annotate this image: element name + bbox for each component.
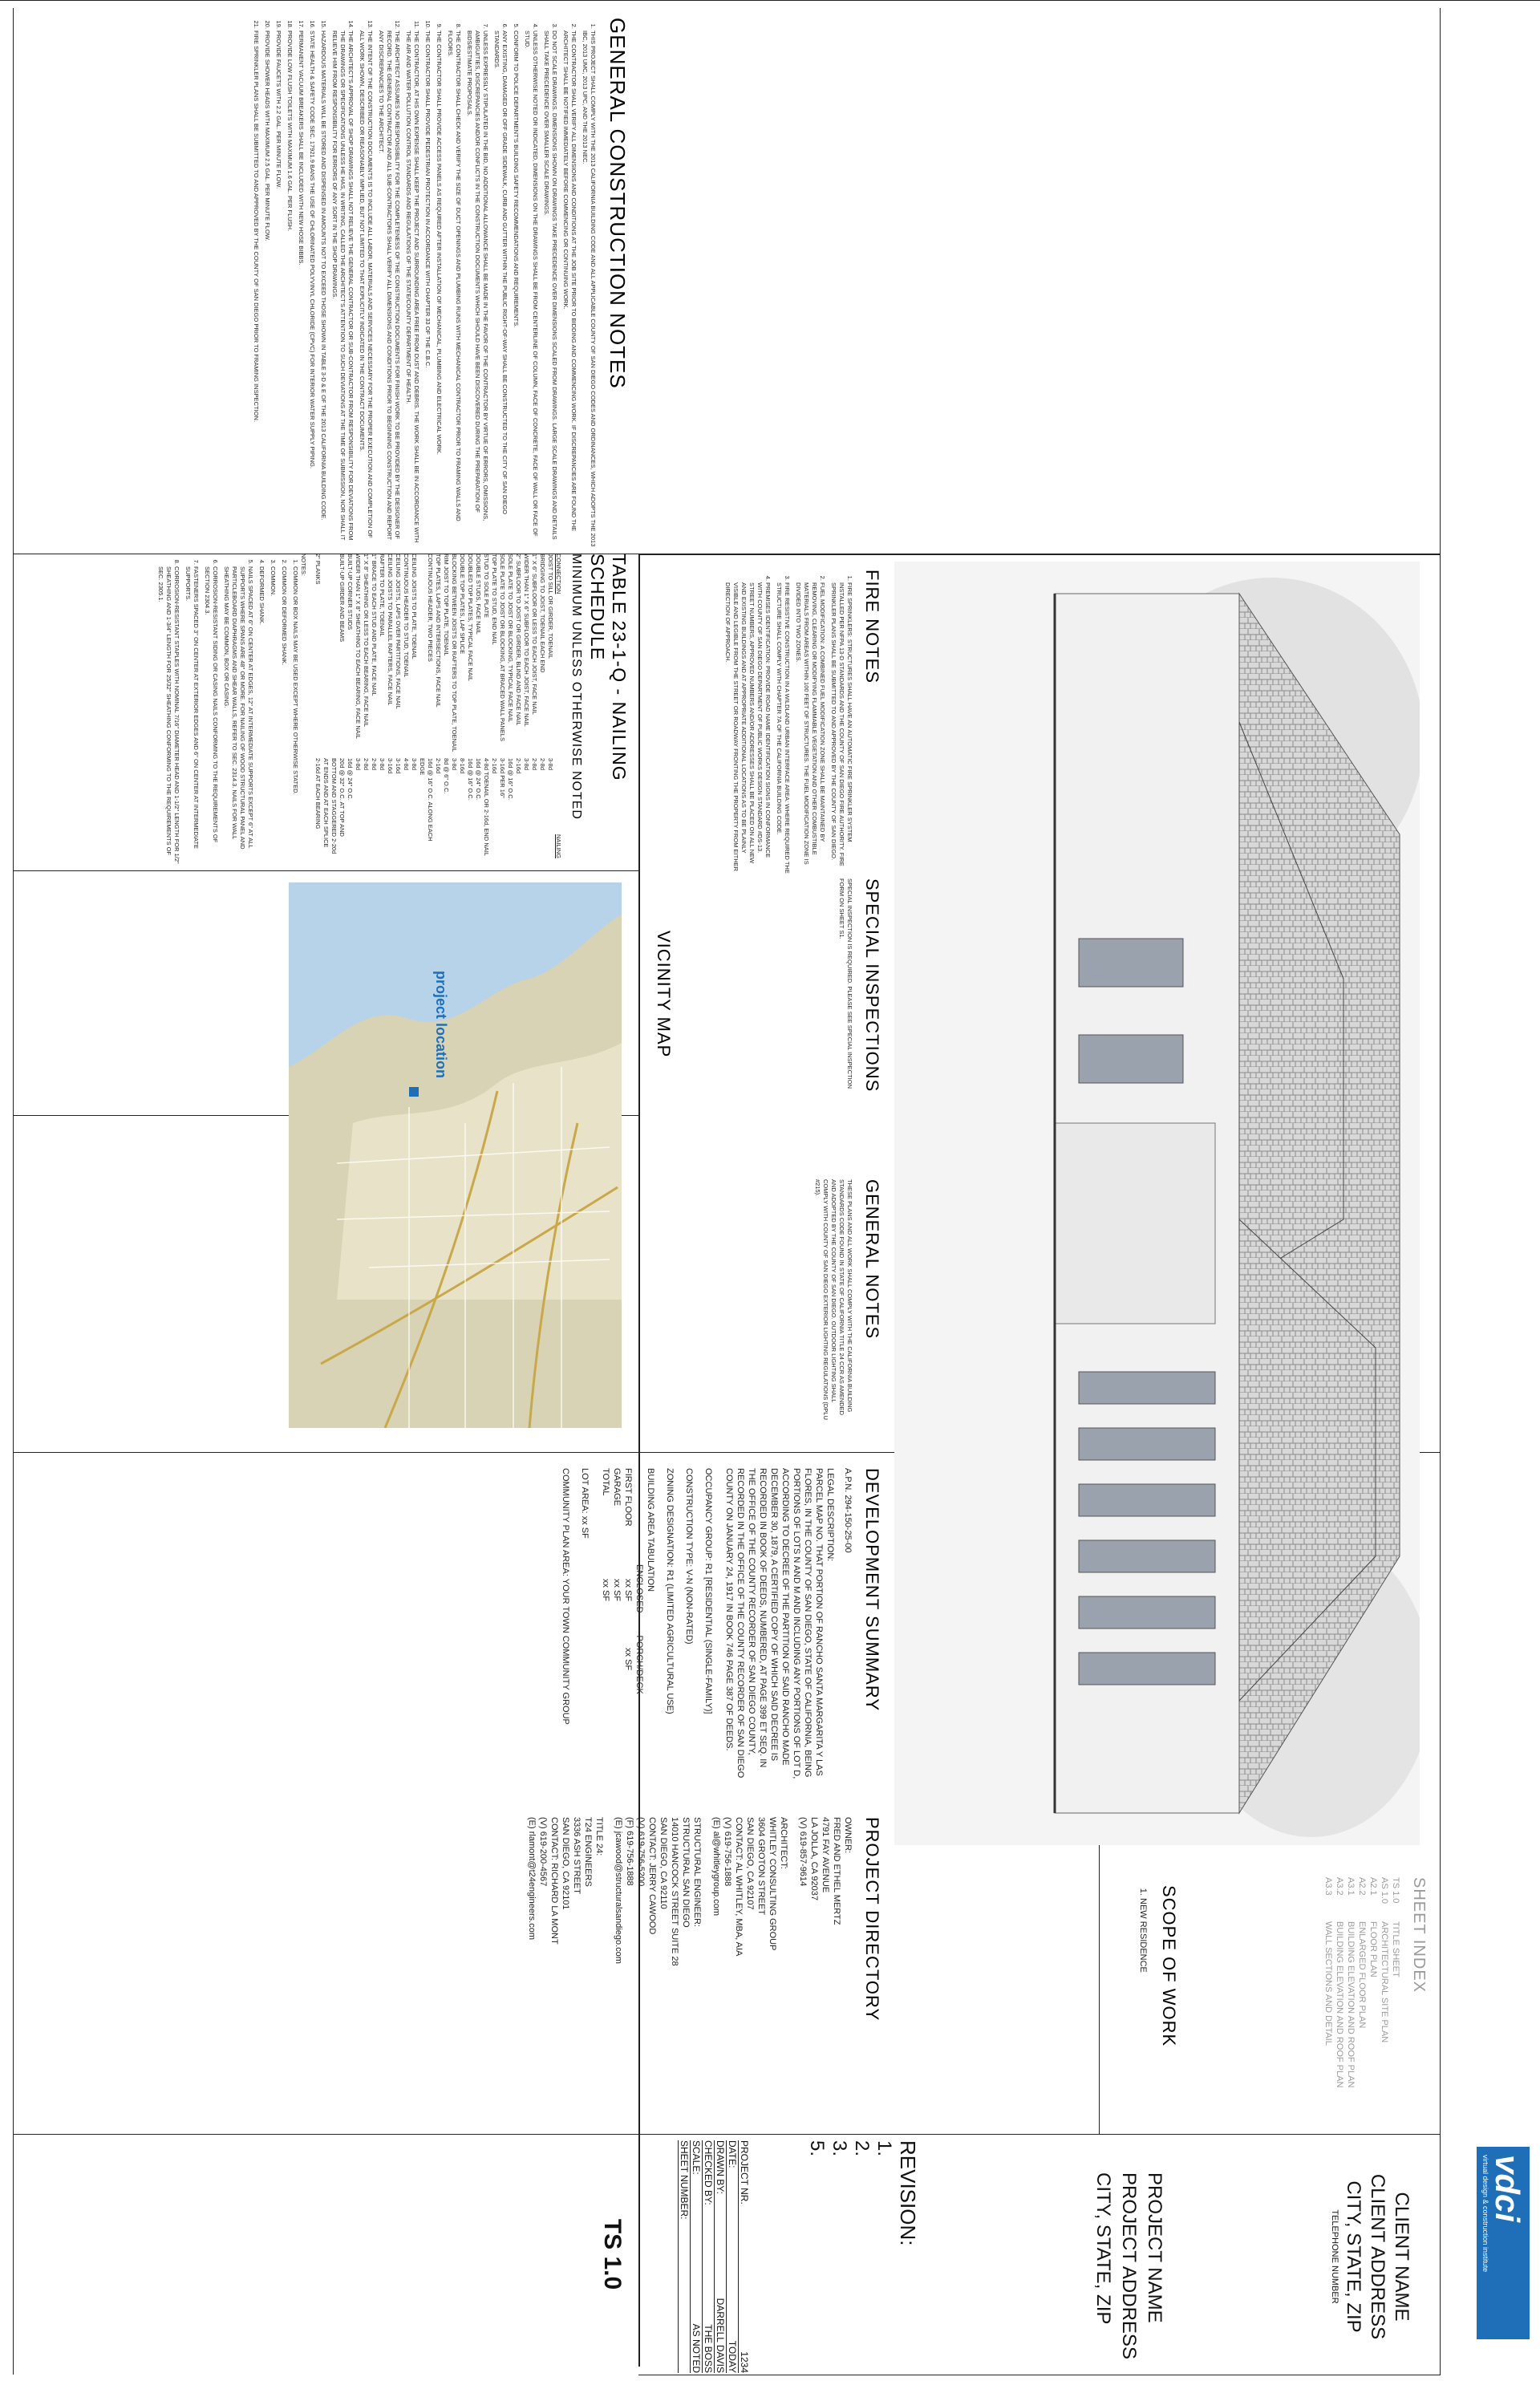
nailing-row	[442, 554, 450, 858]
nailing-connection: 1" X 8" SHEATHING OR LESS TO EACH BEARING, FACE NAIL	[363, 554, 370, 728]
general-notes	[642, 1179, 882, 1436]
construction-note: 18. PROVIDE LOW FLUSH TOILETS WITH MAXIMUM 1.6 GAL. PER FLUSH.	[286, 30, 294, 547]
nailing-connection: BRIDGING TO JOIST, TOENAIL EACH END	[539, 554, 546, 673]
nailing-value: 16d @ 16" O.C.	[467, 758, 474, 801]
sheet-index-number: A2.1	[1368, 1877, 1378, 1896]
nailing-row	[522, 554, 530, 858]
directory-list	[526, 1817, 853, 2138]
construction-note: 7. UNLESS EXPRESSLY STIPULATED IN THE BID, NO ADDITIONAL ALLOWANCE SHALL BE MADE IN THE FAVOR OF THE CONTRACTOR BY VIRTUE OF ERRORS, OMISSIONS, AMBIGUITIES, DISCREPANCIES AND/OR CONFLICTS IN THE CONSTRUCTION DOCUMENTS WHICH SHOULD HAVE BEEN DISCOVERED DURING THE PREPARATION OF BIDS/ESTIMATE PROPOSALS.	[465, 30, 489, 547]
construction-note: 3. DO NOT SCALE DRAWINGS. DIMENSIONS SHOWN ON DRAWINGS TAKE PRECEDENCE OVER DIMENSIONS SCALED FROM DRAWINGS. LARGE SCALE DRAWINGS AND DETAILS SHALL TAKE PRECEDENCE OVER SMALLER SCALE DRAWINGS.	[542, 30, 558, 547]
nailing-row	[530, 554, 538, 858]
nailing-connection: DOUBLE STUDS, FACE NAIL	[475, 554, 482, 635]
nailing-row	[546, 554, 554, 858]
general-construction-title: GENERAL CONSTRUCTION NOTES	[606, 18, 630, 389]
construction-note: 2. THE CONTRACTOR SHALL VERIFY ALL DIMENSIONS AND CONDITIONS AT THE JOB SITE PRIOR TO BIDDING AND COMMENCING WORK. IF DISCREPANCIES ARE FOUND THE ARCHITECT SHALL BE NOTIFIED IMMEDIATELY BEFORE COMMENCING OR CONTINUING WORK.	[561, 30, 578, 547]
nailing-row	[538, 554, 546, 858]
elevation-drawing	[894, 562, 1420, 1845]
porch-label: PORCH/DECK	[634, 1635, 644, 1694]
title-field-row	[714, 2140, 726, 2373]
nailing-row	[466, 554, 474, 858]
notes-divider-5	[13, 870, 638, 871]
vicinity-map-image	[289, 882, 622, 1428]
nailing-note: 2. COMMON OR DEFORMED SHANK.	[280, 566, 288, 866]
client-info	[1309, 2140, 1413, 2373]
construction-note: 9. THE CONTRACTOR SHALL PROVIDE ACCESS PANELS AS REQUIRED AFTER INSTALLATION OF MECHANICAL, PLUMBING AND ELECTRICAL WORK.	[435, 30, 443, 547]
title-field-value: AS NOTED	[691, 2323, 702, 2373]
sheet-index-number: TS 1.0	[1391, 1877, 1400, 1904]
construction-note: 20. PROVIDE SHOWER HEADS WITH MAXIMUM 2.5 GAL. PER MINUTE FLOW.	[263, 30, 271, 547]
nailing-connection: 2" PLANKS	[314, 554, 322, 585]
fire-notes-list	[723, 570, 853, 874]
client-name: CLIENT NAME	[1391, 2192, 1412, 2322]
nailing-note: 4. DEFORMED SHANK.	[257, 566, 265, 866]
directory-role: TITLE 24:	[594, 1817, 604, 1856]
directory-entry	[797, 1817, 853, 2138]
nailing-row	[490, 554, 498, 858]
garage-area: xx SF	[612, 1579, 622, 1602]
nailing-value: 2-8d	[531, 758, 538, 771]
special-inspections	[642, 878, 882, 1119]
general-notes-title: GENERAL NOTES	[862, 1179, 882, 1340]
total-area: xx SF	[601, 1579, 610, 1602]
directory-line: CONTACT: RICHARD LA MONT	[549, 1817, 559, 1945]
construction-note: 6. ANY EXISTING, DAMAGED OR OFF GRADE SIDEWALK, CURB AND GUTTER WITHIN THE PUBLIC RIGHT-OF-WAY SHALL BE CONSTRUCTED TO THE CITY OF SAN DIEGO STANDARDS.	[492, 30, 509, 547]
apn-line	[842, 1468, 853, 1781]
title-field-row	[726, 2140, 738, 2373]
nailing-note: 6. CORROSION-RESISTANT SIDING OR CASING NAILS CONFORMING TO THE REQUIREMENTS OF SECTION 2304.3.	[203, 566, 219, 866]
project-directory	[401, 1817, 882, 2138]
nailing-connection: BLOCKING BETWEEN JOISTS OR RAFTERS TO TOP PLATE, TOENAIL	[451, 554, 458, 752]
directory-line: (E) rlamont@t24engineers.com	[527, 1817, 537, 1941]
construction-note: 11. THE CONTRACTOR, AT HIS OWN EXPENSE SHALL KEEP THE PROJECT AND SURROUNDING AREA FREE FROM DUST AND DEBRIS. THE WORK SHALL BE IN ACCORDANCE WITH THE AIR AND WATER POLLUTION CONTROL STANDARDS AND REGULATIONS OF THE STATE/COUNTY DEPARTMENT OF HEALTH.	[404, 30, 420, 547]
title-field-row	[702, 2140, 714, 2373]
nailing-row	[370, 554, 378, 858]
nailing-value: 2-8d	[371, 758, 378, 771]
nailing-row	[410, 554, 418, 858]
sheet-index-name: BUILDING ELEVATION AND ROOF PLAN	[1335, 1921, 1344, 2088]
revision-label: REVISION:	[896, 2140, 920, 2246]
development-summary-title: DEVELOPMENT SUMMARY	[862, 1468, 882, 1712]
fire-notes-title: FIRE NOTES	[862, 570, 882, 684]
vicinity-map-title	[642, 931, 674, 1091]
nailing-col-nailing: NAILING	[555, 834, 562, 858]
construction-note: 14. THE ARCHITECT'S APPROVAL OF SHOP DRAWINGS SHALL NOT RELIEVE THE GENERAL CONTRACTOR OR SUB-CONTRACTOR FROM RESPONSIBILITY FOR DEVIATIONS FROM THE DRAWINGS OR SPECIFICATIONS UNLESS HE HAS, IN WRITING, CALLED THE ARCHITECT'S ATTENTION TO SUCH DEVIATIONS AT THE TIME OF SUBMISSION, NOR SHALL IT RELIEVE HIM FROM RESPONSIBILITY FOR ERRORS OF ANY SORT IN THE SHOP DRAWINGS.	[330, 30, 355, 547]
directory-line: 3604 GROTON STREET	[756, 1817, 766, 1916]
nailing-connection: TOP PLATES, LAPS AND INTERSECTIONS, FACE NAIL	[435, 554, 442, 708]
nailing-row	[362, 554, 370, 858]
project-address: PROJECT ADDRESS	[1118, 2172, 1140, 2359]
project-name: PROJECT NAME	[1144, 2172, 1165, 2323]
directory-line: SAN DIEGO, CA 92110	[659, 1817, 668, 1909]
sheet-index-number: A3.1	[1346, 1877, 1356, 1896]
title-field-value: THE BOSS	[703, 2324, 714, 2373]
revision-list	[805, 2140, 895, 2373]
sheet-index-row	[1345, 1877, 1356, 2118]
frame-right-line	[1440, 8, 1441, 2375]
title-field-label: DATE:	[727, 2140, 738, 2168]
nailing-value: 3-16d	[387, 758, 394, 774]
revision-item: 5.	[806, 2140, 828, 2157]
nailing-value: 2-16d	[491, 758, 498, 774]
nailing-note: 8. CORROSION-RESISTANT STAPLES WITH NOMINAL 7/16" DIAMETER HEAD AND 1-1/2" LENGTH FOR 1/2" SHEATHING AND 1-3/4" LENGTH FOR 25/32" SHEATHING CONFORMING TO THE REQUIREMENTS OF SEC. 2305.1.	[156, 566, 180, 866]
nailing-connection: SOLE PLATE TO JOIST OR BLOCKING, TYPICAL FACE NAIL	[507, 554, 514, 723]
directory-line: (E) jcawood@structuralsandiego.com	[614, 1817, 623, 1964]
enclosed-label: ENCLOSED	[634, 1564, 644, 1613]
directory-line: (V) 619-200-4567	[538, 1817, 548, 1887]
nailing-value: 2-16d AT EACH BEARING	[314, 758, 322, 829]
construction-note: 21. FIRE SPRINKLER PLANS SHALL BE SUBMITTED TO AND APPROVED BY THE COUNTY OF SAN DIEGO PRIOR TO FRAMING INSPECTION.	[252, 30, 260, 547]
building-elevation-image	[894, 562, 1420, 1845]
directory-line: WHITLEY CONSULTING GROUP	[768, 1817, 777, 1951]
nailing-row	[394, 554, 402, 858]
nailing-value: 3-8d	[523, 758, 530, 771]
nailing-value: 4-8d TOENAIL OR 2-16d, END NAIL	[483, 758, 490, 856]
directory-line: CONTACT: JERRY CAWOOD	[647, 1817, 657, 1935]
nailing-value: 2-16d	[515, 758, 522, 774]
nailing-value: 3-8d	[547, 758, 554, 771]
title-field-label: CHECKED BY:	[703, 2140, 714, 2205]
nailing-value: 16d @ 16" O.C.	[507, 758, 514, 801]
nailing-value: 3-8d	[355, 758, 362, 771]
development-summary	[329, 1468, 882, 1797]
construction-note: 15. HAZARDOUS MATERIALS WILL BE STORED AND DISPENSED IN AMOUNTS NOT TO EXCEED THOSE SHOWN IN TABLE 3-D & E OF THE 2013 CALIFORNIA BUILDING CODE.	[319, 30, 327, 547]
frame-left-line	[13, 8, 14, 2375]
sheet-index-name: ENLARGED FLOOR PLAN	[1357, 1921, 1367, 2029]
nailing-row	[434, 554, 442, 858]
sheet-index-name: FLOOR PLAN	[1368, 1921, 1378, 1977]
sheet-index-row	[1356, 1877, 1368, 2118]
directory-role: ARCHITECT:	[779, 1817, 788, 1869]
nailing-connection: RAFTER TO PLATE, TOENAIL	[379, 554, 386, 637]
project-location-marker	[409, 1087, 419, 1097]
construction-note: 16. STATE HEALTH & SAFETY CODE SEC. 17921.9 BANS THE USE OF CHLORINATED POLYVINYL CHLORIDE (CPVC) FOR INTERIOR WATER SUPPLY PIPING.	[308, 30, 316, 547]
nailing-schedule	[20, 554, 630, 866]
nailing-row	[506, 554, 514, 858]
title-field-value: DARRELL DAVIS	[715, 2298, 726, 2373]
sheet-index-row	[1334, 1877, 1345, 2118]
scope-of-work	[938, 1885, 1179, 2118]
nailing-value: 16d @ 16" O.C. ALONG EACH EDGE	[419, 758, 434, 842]
project-info	[1063, 2140, 1167, 2373]
directory-line: T24 ENGINEERS	[583, 1817, 593, 1887]
area-tabulation-label: BUILDING AREA TABULATION	[646, 1468, 655, 1592]
project-directory-title: PROJECT DIRECTORY	[862, 1817, 882, 2022]
lot-area: LOT AREA: xx SF	[580, 1468, 590, 1539]
project-field-list	[678, 2140, 750, 2373]
nailing-connection: CEILING JOISTS TO PLATE, TOENAIL	[411, 554, 418, 659]
title-field-row	[690, 2140, 702, 2373]
nailing-value: 3-8d	[451, 758, 458, 771]
nailing-connection: JOIST TO SILL OR GIRDER, TOENAIL	[547, 554, 554, 659]
nailing-row	[322, 554, 346, 858]
nailing-value: 16d @ 24" O.C.	[346, 758, 354, 801]
title-field-label: PROJECT NR.	[739, 2140, 750, 2205]
fire-note: 1. FIRE SPRINKLERS: STRUCTURES SHALL HAVE AN AUTOMATIC FIRE SPRINKLER SYSTEM INSTALLED PER NFPA 13-D STANDARDS AND THE COUNTY OF SAN DIEGO FIRE AUTHORITY. FIRE SPRINKLER PLANS SHALL BE SUBMITTED TO AND APPROVED BY THE COUNTY OF SAN DIEGO.	[829, 582, 853, 874]
nailing-title: TABLE 23-1-Q - NAILING SCHEDULE	[587, 554, 630, 781]
nailing-row	[314, 554, 322, 858]
sheet-index-name: BUILDING ELEVATION AND ROOF PLAN	[1346, 1921, 1356, 2088]
construction-note: 12. THE ARCHITECT ASSUMES NO RESPONSIBILITY FOR THE COMPLETENESS OF THE CONSTRUCTION DOCUMENTS FOR FINISH WORK TO BE PROVIDED BY THE DESIGNER OF RECORD. THE GENERAL CONTRACTOR AND ALL SUB-CONTRACTORS SHALL VERIFY ALL DIMENSIONS AND CONDITIONS PRIOR TO BEGINNING CONSTRUCTION AND REPORT ANY DISCREPANCIES TO THE ARCHITECT.	[377, 30, 401, 547]
nailing-note: 5. NAILS SPACED AT 6" ON CENTER AT EDGES, 12" AT INTERMEDIATE SUPPORTS EXCEPT 6" AT ALL SUPPORTS WHERE SPANS ARE 48" OR MORE. FOR NAILING OF WOOD STRUCTURAL PANEL AND PARTICLEBOARD DIAPHRAGMS AND SHEAR WALLS, REFER TO SEC. 2314.3. NAILS FOR WALL SHEATHING MAY BE COMMON, BOX OR CASING.	[222, 566, 254, 866]
nailing-note: 1. COMMON OR BOX NAILS MAY BE USED EXCEPT WHERE OTHERWISE STATED.	[291, 566, 299, 866]
construction-note: 19. PROVIDE FAUCETS WITH 2.2 GAL. PER MINUTE FLOW.	[274, 30, 282, 547]
nailing-connection: DOUBLED TOP PLATES, TYPICAL FACE NAIL	[467, 554, 474, 682]
nailing-row	[378, 554, 386, 858]
nailing-connection: BUILT-UP CORNER STUDS	[346, 554, 354, 631]
general-notes-text: THESE PLANS AND ALL WORK SHALL COMPLY WITH THE CALIFORNIA BUILDING STANDARDS CODE FOUND IN STATE OF CALIFORNIA TITLE 24 CCR AS AMENDED AND ADOPTED BY THE COUNTY OF SAN DIEGO. OUTDOOR LIGHTING SHALL COMPLY WITH COUNTY OF SAN DIEGO EXTERIOR LIGHTING REGULATIONS (DPLU #215).	[814, 1179, 853, 1420]
nailing-value: 4-8d	[403, 758, 410, 771]
sheet-index-title: SHEET INDEX	[1410, 1877, 1428, 1993]
directory-line: 14010 HANCOCK STREET SUITE 28	[670, 1817, 679, 1966]
nailing-row	[346, 554, 354, 858]
sheet-index-row	[1368, 1877, 1379, 2118]
nailing-connection: 2" SUBFLOOR TO JOIST OR GIRDER, BLIND AND FACE NAIL	[515, 554, 522, 726]
legal-label: LEGAL DESCRIPTION:	[825, 1468, 835, 1562]
nailing-row	[386, 554, 394, 858]
occupancy-group: OCCUPANCY GROUP: R1 [RESIDENTIAL (SINGLE-FAMILY)]	[703, 1468, 713, 1714]
nailing-value: 3-16d PER 16"	[499, 758, 506, 798]
revision-item: 1.	[873, 2140, 895, 2157]
client-address: CLIENT ADDRESS	[1367, 2173, 1388, 2340]
nailing-notes	[156, 554, 299, 866]
sheet-index-name: ARCHITECTURAL SITE PLAN	[1380, 1921, 1389, 2043]
sheet-index-number: AS 1.0	[1380, 1877, 1389, 1904]
total-label: TOTAL	[601, 1468, 610, 1496]
directory-line: (V) 619-756-5200	[636, 1817, 646, 1887]
directory-line: SAN DIEGO, CA 92107	[745, 1817, 755, 1910]
sheet-index-number: A3.2	[1335, 1877, 1344, 1896]
nailing-value: 2-8d	[363, 758, 370, 771]
title-field-label: DRAWN BY:	[715, 2140, 726, 2194]
nailing-connection: TOP PLATE TO STUD, END NAIL	[491, 554, 498, 645]
nailing-connection: SOLE PLATE TO JOIST OR BLOCKING, AT BRACED WALL PANELS	[499, 554, 506, 741]
project-fields	[662, 2140, 750, 2373]
sheet-index-row	[1390, 1877, 1401, 2118]
nailing-connection: CONTINUOUS HEADER, TWO PIECES	[427, 554, 434, 662]
nailing-connection: DOUBLE TOP PLATES, LAP SPLICE	[459, 554, 466, 655]
directory-line: (E) al@whitleygroup.com	[711, 1817, 721, 1917]
nailing-table	[314, 554, 554, 858]
nailing-row	[402, 554, 410, 858]
construction-note: 1. THIS PROJECT SHALL COMPLY WITH THE 2013 CALIFORNIA BUILDING CODE AND ALL APPLICABLE COUNTY OF SAN DIEGO CODES AND ORDINANCES, WHICH ADOPTS THE 2013 IBC, 2013 UMC, 2013 UPC, AND THE 2013 NEC.	[581, 30, 597, 547]
nailing-note: 7. FASTENERS SPACED 3" ON CENTER AT EXTERIOR EDGES AND 6" ON CENTER AT INTERMEDIATE SUPPORTS.	[184, 566, 200, 866]
directory-entry	[526, 1817, 605, 2138]
general-construction-list	[252, 18, 597, 547]
title-field-row	[678, 2140, 690, 2373]
apn-label: A.P.N.	[843, 1468, 853, 1493]
directory-line: STRUCTURAL SAN DIEGO	[681, 1817, 691, 1928]
nailing-connection: CEILING JOISTS TO PARALLEL RAFTERS, FACE NAIL	[387, 554, 394, 706]
vicinity-map-heading: VICINITY MAP	[654, 931, 674, 1058]
nailing-connection: 1" BRACE TO EACH STUD AND PLATE, FACE NAIL	[371, 554, 378, 696]
fire-note: 4. PREMISES IDENTIFICATION: PROVIDE ROAD NAME IDENTIFICATION SIGNS IN CONFORMANCE WITH COUNTY OF SAN DIEGO DEPARTMENT OF PUBLIC WORKS DESIGN STANDARD #DS-13. STREET NUMBERS, APPROVED NUMBERS AND/OR ADDRESSES SHALL BE PLACED ON ALL NEW AND EXISTING BUILDINGS AND AT APPROPRIATE ADDITIONAL LOCATIONS AS TO BE PLAINLY VISIBLE AND LEGIBLE FROM THE STREET OR ROADWAY FRONTING THE PROPERTY FROM EITHER DIRECTION OF APPROACH.	[723, 582, 772, 874]
legal-description: PARCEL MAP NO. THAT PORTION OF RANCHO SANTA MARGARITA Y LAS FLORES, IN THE COUNTY OF SAN DIEGO, STATE OF CALIFORNIA, BEING PORTIONS OF LOTS N AND M AND INCLUDING ANY PORTIONS OF LOT D, ACCORDING TO DECREE OF THE PARTITION OF SAID RANCHO MADE DECEMBER 30, 1879, A CERTIFIED COPY OF WHICH SAID DECREE IS RECORDED IN BOOK OF DEEDS, NUMBERED, AT PAGE 399 ET SEQ. IN THE OFFICE OF THE COUNTY RECORDER OF SAN DIEGO COUNTY, RECORDED IN THE OFFICE OF THE COUNTY RECORDER OF SAN DIEGO COUNTY ON JANUARY 24, 1917 IN BOOK 746 PAGE 387 OF DEEDS.	[724, 1468, 824, 1779]
client-city: CITY, STATE, ZIP	[1343, 2180, 1364, 2333]
directory-entry	[613, 1817, 703, 2138]
nailing-connection: 1" X 6" SUBFLOOR OR LESS TO EACH JOIST, FACE NAIL	[531, 554, 538, 715]
project-city: CITY, STATE, ZIP	[1092, 2172, 1114, 2325]
sheet-index	[1187, 1877, 1428, 2118]
nailing-value: 8-16d	[459, 758, 466, 774]
directory-line: CONTACT: AL WHITLEY, MBA, AIA	[734, 1817, 744, 1957]
notes-divider-2	[638, 554, 1441, 555]
nailing-row	[498, 554, 506, 858]
directory-line: 4791 FAY AVENUE	[821, 1817, 830, 1893]
nailing-col-connection: CONNECTION	[555, 554, 562, 594]
nailing-row	[482, 554, 490, 858]
revision-block	[808, 2140, 921, 2373]
garage-label: GARAGE	[612, 1468, 622, 1507]
construction-note: 4. UNLESS OTHERWISE NOTED OR INDICATED, DIMENSIONS ON THE DRAWINGS SHALL BE FROM CENTERLINE OF COLUMN, FACE OF CONCRETE, FACE OF WALL OR FACE OF STUD.	[523, 30, 539, 547]
logo-subtitle: virtual design & construction institute	[1481, 2155, 1489, 2273]
directory-line: LA JOLLA, CA 92037	[809, 1817, 819, 1900]
project-location-text: project location	[433, 971, 449, 1079]
construction-note: 10. THE CONTRACTOR SHALL PROVIDE PEDESTRIAN PROTECTION IN ACCORDANCE WITH CHAPTER 33 OF THE C.B.C.	[424, 30, 432, 547]
scope-list	[1137, 1885, 1149, 2118]
zoning-designation: ZONING DESIGNATION: R1 (LIMITED AGRICULTURAL USE)	[665, 1468, 675, 1714]
nailing-connection: BUILT-UP GIRDER AND BEAMS	[338, 554, 346, 643]
scope-title: SCOPE OF WORK	[1159, 1885, 1179, 2047]
title-field-value: TODAY	[727, 2340, 738, 2373]
directory-role: OWNER:	[843, 1817, 853, 1854]
first-floor-porch-area: xx SF	[623, 1648, 633, 1671]
title-field-value: 1234	[739, 2351, 750, 2373]
nailing-connection: CEILING JOISTS, LAPS OVER PARTITIONS, FACE NAIL	[395, 554, 402, 709]
nailing-value: 3-16d	[395, 758, 402, 774]
sheet-number: TS 1.0	[599, 2218, 626, 2290]
revision-item: 3.	[829, 2140, 850, 2157]
nailing-row	[418, 554, 434, 858]
nailing-value: 16d @ 24" O.C.	[475, 758, 482, 801]
sheet-index-number: A2.2	[1357, 1877, 1367, 1896]
directory-line: (V) 619-756-1888	[723, 1817, 732, 1887]
project-location-label	[430, 971, 449, 1083]
nailing-subtitle: MINIMUM UNLESS OTHERWISE NOTED	[569, 554, 583, 820]
sheet-index-row	[1379, 1877, 1390, 2118]
scope-item: 1. NEW RESIDENCE	[1137, 1898, 1149, 2118]
frame-top-line	[0, 0, 1540, 1]
construction-type: CONSTRUCTION TYPE: V-N (NON-RATED)	[684, 1468, 694, 1645]
fire-notes	[634, 570, 882, 874]
logo	[1477, 2147, 1530, 2339]
nailing-row	[474, 554, 482, 858]
construction-note: 17. PERMANENT VACUUM BREAKERS SHALL BE INCLUDED WITH NEW HOSE BIBBS.	[297, 30, 305, 547]
title-field-row	[738, 2140, 750, 2373]
community-plan: COMMUNITY PLAN AREA: YOUR TOWN COMMUNITY GROUP	[561, 1468, 570, 1725]
apn-value: 294-150-25-00	[843, 1495, 853, 1553]
nailing-row	[354, 554, 362, 858]
sheet-index-name: WALL SECTIONS AND DETAIL	[1323, 1921, 1333, 2046]
title-field-label: SCALE:	[691, 2140, 702, 2175]
fire-note: 3. FIRE RESISTIVE CONSTRUCTION IN A WILDLAND URBAN INTERFACE AREA: WHERE REQUIRED THE STRUCTURE SHALL COMPLY WITH CHAPTER 7A OF THE CALIFORNIA BUILDING CODE.	[775, 582, 791, 874]
nailing-row	[450, 554, 458, 858]
nailing-connection: CONTINUOUS HEADER TO STUD, TOENAIL	[403, 554, 410, 678]
directory-line: (V) 619-857-9614	[798, 1817, 808, 1887]
nailing-row	[458, 554, 466, 858]
nailing-note: 3. COMMON.	[269, 566, 277, 866]
title-field-label: SHEET NUMBER:	[679, 2140, 690, 2220]
directory-line: FRED AND ETHEL MERTZ	[832, 1817, 841, 1925]
first-floor-area: xx SF	[623, 1579, 633, 1602]
vicinity-map-drawing	[289, 882, 622, 1428]
nailing-value: 2-16d	[435, 758, 442, 774]
nailing-value: 2-8d	[539, 758, 546, 771]
directory-entry	[711, 1817, 789, 2138]
logo-text: vdci	[1489, 2155, 1526, 2223]
directory-line: (F) 619-756-1888	[625, 1817, 634, 1886]
nailing-value: 3-8d	[411, 758, 418, 771]
construction-note: 5. CONFORM TO POLICE DEPARTMENT'S BUILDING SAFETY RECOMMENDATIONS AND REQUIREMENTS.	[512, 30, 520, 547]
special-inspections-text: SPECIAL INSPECTION IS REQUIRED. PLEASE SEE SPECIAL INSPECTION FORM ON SHEET S1.	[838, 878, 853, 1089]
sheet-index-name: TITLE SHEET	[1391, 1921, 1400, 1977]
directory-line: SAN DIEGO, CA 92101	[561, 1817, 570, 1910]
nailing-connection: STUD TO SOLE PLATE	[483, 554, 490, 619]
client-telephone: TELEPHONE NUMBER	[1330, 2209, 1339, 2304]
construction-note: 13. THE INTENT OF THE CONSTRUCTION DOCUMENTS IS TO INCLUDE ALL LABOR, MATERIALS AND SERVICES NECESSARY FOR THE PROPER EXECUTION AND COMPLETION OF ALL WORK SHOWN, DESCRIBED OR REASONABLY IMPLIED, BUT NOT LIMITED TO THAT EXPLICITLY INDICATED IN THE CONTRACT DOCUMENTS.	[358, 30, 374, 547]
general-construction-notes	[20, 18, 630, 547]
nailing-connection: WIDER THAN 1" X 8" SHEATHING TO EACH BEARING, FACE NAIL	[355, 554, 362, 740]
nailing-connection: WIDER THAN 1" X 6" SUBFLOOR TO EACH JOIST, FACE NAIL	[523, 554, 530, 727]
nailing-value: 20d @ 32" O.C. AT TOP AND BOTTOM AND STAGGERED 2-20d AT ENDS AND AT EACH SPLICE	[322, 758, 346, 854]
special-inspections-title: SPECIAL INSPECTIONS	[862, 878, 882, 1093]
nailing-value: 8d @ 6" O.C.	[443, 758, 450, 794]
sheet-index-list	[1323, 1877, 1401, 2118]
nailing-row	[514, 554, 522, 858]
nailing-value: 3-8d	[379, 758, 386, 771]
fire-note: 2. FUEL MODIFICATION: A COMBINED FUEL MODIFICATION ZONE SHALL BE MAINTAINED BY REMOVING, CLEARING OR MODIFYING FLAMMABLE VEGETATION AND OTHER COMBUSTIBLE MATERIALS FROM AREAS WITHIN 100 FEET OF STRUCTURES. THE FUEL MODIFICATION ZONE IS DIVIDED INTO TWO ZONES.	[794, 582, 826, 874]
construction-note: 8. THE CONTRACTOR SHALL CHECK AND VERIFY THE SIZE OF DUCT OPENINGS AND PLUMBING RUNS WITH MECHANICAL CONTRACTOR PRIOR TO FRAMING WALLS AND FLOORS.	[446, 30, 462, 547]
nailing-connection: RIM JOIST TO TOP PLATE, TOENAIL	[443, 554, 450, 656]
title-block	[16, 2140, 1536, 2370]
sheet-number-block	[569, 2150, 626, 2359]
directory-role: STRUCTURAL ENGINEER:	[692, 1817, 702, 1928]
nailing-notes-label: NOTES:	[300, 554, 307, 576]
directory-line: 3336 ASH STREET	[572, 1817, 582, 1894]
sheet-index-row	[1323, 1877, 1334, 2118]
revision-item: 2.	[851, 2140, 873, 2157]
first-floor-label: FIRST FLOOR	[623, 1468, 633, 1527]
sheet-index-number: A3.3	[1323, 1877, 1333, 1896]
